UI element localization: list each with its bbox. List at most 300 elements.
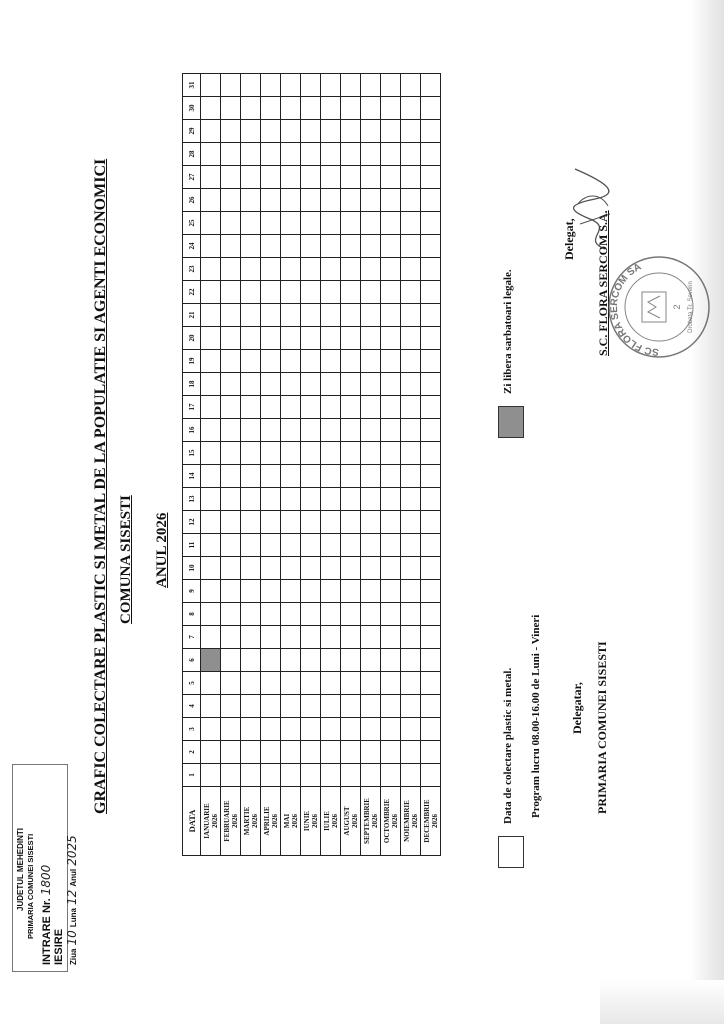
calendar-day-cell — [381, 189, 401, 212]
calendar-day-cell — [281, 695, 301, 718]
calendar-day-cell — [341, 672, 361, 695]
calendar-day-cell — [301, 350, 321, 373]
calendar-month-label — [381, 787, 401, 856]
calendar-day-cell — [301, 695, 321, 718]
calendar-month-label — [361, 787, 381, 856]
calendar-day-cell — [241, 235, 261, 258]
registration-year-value: 2025 — [65, 835, 79, 866]
calendar-day-cell — [301, 764, 321, 787]
calendar-day-cell — [301, 258, 321, 281]
calendar-day-cell — [301, 649, 321, 672]
calendar-day-cell — [241, 764, 261, 787]
calendar-day-cell — [401, 718, 421, 741]
registration-month-label: Luna — [69, 908, 78, 928]
calendar-day-cell — [361, 741, 381, 764]
calendar-day-cell — [241, 465, 261, 488]
calendar-day-cell — [421, 212, 441, 235]
month-name: MAI — [282, 813, 291, 829]
month-name: OCTOMBRIE — [382, 798, 391, 844]
calendar-day-cell — [241, 212, 261, 235]
calendar-day-cell — [401, 327, 421, 350]
calendar-day-cell — [341, 488, 361, 511]
calendar-day-cell — [261, 718, 281, 741]
calendar-day-cell — [381, 327, 401, 350]
calendar-day-cell — [381, 718, 401, 741]
calendar-day-cell — [221, 419, 241, 442]
calendar-day-cell — [261, 764, 281, 787]
calendar-day-cell — [381, 695, 401, 718]
calendar-day-cell — [241, 281, 261, 304]
registration-stamp — [12, 764, 79, 972]
registration-year-label: Anul — [69, 868, 78, 887]
month-name: DECEMBRIE — [422, 799, 431, 843]
delegat-organization: S.C. FLORA SERCOM S.A. — [596, 210, 610, 356]
calendar-day-cell — [401, 189, 421, 212]
calendar-month-row — [321, 74, 341, 856]
calendar-day-cell — [361, 649, 381, 672]
calendar-day-header: 28 — [183, 143, 201, 166]
calendar-day-cell — [281, 718, 301, 741]
calendar-day-cell — [341, 327, 361, 350]
month-year: 2026 — [390, 814, 399, 828]
month-year: 2026 — [330, 814, 339, 828]
calendar-month-row — [281, 74, 301, 856]
calendar-day-cell — [261, 419, 281, 442]
calendar-day-cell — [401, 120, 421, 143]
calendar-day-cell — [221, 373, 241, 396]
registration-institution: PRIMARIA COMUNEI SISESTI — [26, 833, 35, 939]
calendar-day-cell — [201, 626, 221, 649]
calendar-day-header: 20 — [183, 327, 201, 350]
calendar-day-header: 5 — [183, 672, 201, 695]
calendar-day-cell — [341, 258, 361, 281]
calendar-day-cell — [401, 557, 421, 580]
calendar-day-cell — [321, 120, 341, 143]
calendar-day-cell — [261, 580, 281, 603]
calendar-day-cell — [361, 465, 381, 488]
calendar-day-cell — [341, 143, 361, 166]
delegat-role: Delegat, — [562, 218, 576, 260]
calendar-day-cell — [261, 465, 281, 488]
calendar-day-cell — [221, 166, 241, 189]
stamp-company-text: SC FLORA SERCOM SA — [608, 261, 660, 358]
calendar-day-cell — [341, 603, 361, 626]
legend-collection-swatch — [498, 836, 524, 868]
calendar-day-cell — [381, 603, 401, 626]
calendar-day-cell — [201, 695, 221, 718]
registration-entry-label: INTRARE — [41, 916, 53, 965]
calendar-day-header: 17 — [183, 396, 201, 419]
calendar-day-cell — [321, 143, 341, 166]
calendar-day-cell — [381, 511, 401, 534]
calendar-day-cell — [401, 442, 421, 465]
calendar-day-cell — [281, 580, 301, 603]
calendar-day-cell — [381, 672, 401, 695]
calendar-day-cell — [201, 258, 221, 281]
calendar-day-cell — [341, 396, 361, 419]
calendar-month-label — [201, 787, 221, 856]
calendar-day-header: 24 — [183, 235, 201, 258]
calendar-day-cell — [421, 235, 441, 258]
calendar-day-cell — [381, 396, 401, 419]
calendar-day-cell — [281, 327, 301, 350]
calendar-day-cell — [421, 626, 441, 649]
calendar-day-cell — [261, 258, 281, 281]
calendar-day-cell — [381, 626, 401, 649]
calendar-day-cell — [381, 442, 401, 465]
calendar-day-cell — [281, 442, 301, 465]
calendar-holiday-cell — [201, 649, 221, 672]
calendar-day-cell — [301, 488, 321, 511]
calendar-day-header: 18 — [183, 373, 201, 396]
calendar-day-cell — [281, 741, 301, 764]
calendar-day-cell — [341, 97, 361, 120]
calendar-day-cell — [361, 695, 381, 718]
calendar-day-cell — [301, 557, 321, 580]
calendar-day-cell — [261, 534, 281, 557]
calendar-day-cell — [321, 396, 341, 419]
calendar-day-cell — [201, 741, 221, 764]
calendar-day-cell — [241, 626, 261, 649]
calendar-day-cell — [341, 557, 361, 580]
calendar-day-header: 1 — [183, 764, 201, 787]
calendar-day-cell — [241, 97, 261, 120]
calendar-day-cell — [221, 649, 241, 672]
calendar-day-cell — [301, 143, 321, 166]
calendar-day-header: 2 — [183, 741, 201, 764]
calendar-day-cell — [341, 189, 361, 212]
calendar-day-cell — [301, 580, 321, 603]
calendar-day-cell — [301, 235, 321, 258]
calendar-day-cell — [361, 442, 381, 465]
calendar-day-cell — [261, 672, 281, 695]
registration-number-value: 1800 — [39, 864, 53, 896]
calendar-day-cell — [301, 534, 321, 557]
calendar-day-cell — [201, 304, 221, 327]
calendar-day-cell — [201, 74, 221, 97]
calendar-day-cell — [221, 626, 241, 649]
registration-day-label: Ziua — [69, 948, 78, 965]
calendar-day-cell — [261, 304, 281, 327]
calendar-day-cell — [261, 166, 281, 189]
calendar-day-cell — [361, 327, 381, 350]
calendar-day-cell — [281, 557, 301, 580]
calendar-day-cell — [321, 258, 341, 281]
calendar-day-cell — [421, 649, 441, 672]
calendar-day-header: 30 — [183, 97, 201, 120]
calendar-day-cell — [421, 695, 441, 718]
calendar-day-cell — [321, 442, 341, 465]
document-title: GRAFIC COLECTARE PLASTIC SI METAL DE LA POPULATIE SI AGENTI ECONOMICI — [92, 158, 109, 814]
month-name: APRILIE — [262, 806, 271, 836]
month-name: IANUARIE — [202, 803, 211, 839]
calendar-day-cell — [301, 718, 321, 741]
calendar-month-row — [261, 74, 281, 856]
calendar-day-cell — [381, 166, 401, 189]
calendar-day-cell — [221, 465, 241, 488]
calendar-day-cell — [401, 488, 421, 511]
calendar-day-cell — [261, 235, 281, 258]
calendar-day-cell — [201, 350, 221, 373]
calendar-day-cell — [221, 212, 241, 235]
calendar-day-cell — [221, 396, 241, 419]
calendar-day-cell — [241, 419, 261, 442]
calendar-month-row — [201, 74, 221, 856]
calendar-day-cell — [221, 442, 241, 465]
delegat-signature — [560, 164, 620, 254]
calendar-day-cell — [301, 511, 321, 534]
month-name: FEBRUARIE — [222, 800, 231, 842]
calendar-day-cell — [241, 672, 261, 695]
calendar-day-cell — [401, 350, 421, 373]
registration-number-label: Nr. — [41, 898, 53, 914]
calendar-day-cell — [341, 212, 361, 235]
calendar-day-cell — [321, 488, 341, 511]
calendar-day-cell — [241, 258, 261, 281]
calendar-month-row — [361, 74, 381, 856]
calendar-day-cell — [401, 764, 421, 787]
calendar-day-cell — [361, 304, 381, 327]
calendar-month-label — [241, 787, 261, 856]
calendar-day-cell — [221, 603, 241, 626]
calendar-day-cell — [241, 120, 261, 143]
calendar-day-cell — [401, 304, 421, 327]
calendar-day-cell — [301, 327, 321, 350]
calendar-day-cell — [401, 626, 421, 649]
calendar-day-cell — [321, 649, 341, 672]
calendar-day-header: 4 — [183, 695, 201, 718]
month-year: 2026 — [310, 814, 319, 828]
calendar-day-cell — [381, 764, 401, 787]
calendar-day-cell — [201, 419, 221, 442]
calendar-day-cell — [321, 189, 341, 212]
calendar-day-cell — [221, 580, 241, 603]
calendar-day-cell — [421, 488, 441, 511]
calendar-day-cell — [281, 235, 301, 258]
calendar-month-row — [341, 74, 361, 856]
calendar-day-cell — [381, 281, 401, 304]
calendar-month-label — [221, 787, 241, 856]
calendar-day-cell — [321, 511, 341, 534]
month-year: 2026 — [210, 814, 219, 828]
calendar-day-cell — [281, 281, 301, 304]
stamp-emblem — [642, 292, 666, 322]
calendar-day-cell — [201, 120, 221, 143]
calendar-month-row — [381, 74, 401, 856]
calendar-day-cell — [421, 258, 441, 281]
calendar-month-row — [421, 74, 441, 856]
legend-holiday-swatch — [498, 406, 524, 438]
calendar-day-cell — [381, 304, 401, 327]
calendar-day-cell — [361, 212, 381, 235]
calendar-day-cell — [221, 189, 241, 212]
calendar-day-cell — [361, 419, 381, 442]
calendar-day-cell — [221, 557, 241, 580]
calendar-day-cell — [421, 603, 441, 626]
calendar-day-cell — [241, 557, 261, 580]
stamp-inner-ring — [625, 273, 693, 341]
calendar-day-cell — [341, 534, 361, 557]
calendar-day-cell — [261, 603, 281, 626]
calendar-day-cell — [261, 649, 281, 672]
calendar-day-cell — [321, 465, 341, 488]
year-heading: ANUL 2026 — [154, 512, 170, 588]
calendar-day-cell — [401, 373, 421, 396]
calendar-day-cell — [301, 442, 321, 465]
calendar-day-header: 16 — [183, 419, 201, 442]
calendar-day-cell — [221, 120, 241, 143]
delegatar-role: Delegatar, — [570, 682, 584, 734]
calendar-day-cell — [301, 304, 321, 327]
calendar-day-cell — [421, 373, 441, 396]
calendar-day-cell — [221, 235, 241, 258]
calendar-day-cell — [281, 97, 301, 120]
month-year: 2026 — [350, 814, 359, 828]
calendar-day-cell — [321, 235, 341, 258]
calendar-day-cell — [201, 143, 221, 166]
calendar-day-cell — [241, 74, 261, 97]
calendar-day-cell — [281, 120, 301, 143]
calendar-day-cell — [281, 603, 301, 626]
calendar-month-row — [241, 74, 261, 856]
calendar-day-cell — [241, 488, 261, 511]
calendar-day-cell — [401, 465, 421, 488]
calendar-day-cell — [381, 557, 401, 580]
calendar-day-cell — [201, 534, 221, 557]
calendar-day-cell — [321, 327, 341, 350]
calendar-day-cell — [361, 764, 381, 787]
calendar-day-cell — [261, 396, 281, 419]
calendar-day-header: 9 — [183, 580, 201, 603]
calendar-day-header: 29 — [183, 120, 201, 143]
calendar-day-cell — [401, 649, 421, 672]
calendar-day-cell — [201, 327, 221, 350]
calendar-day-header: 8 — [183, 603, 201, 626]
calendar-day-cell — [261, 281, 281, 304]
delegatar-organization: PRIMARIA COMUNEI SISESTI — [595, 641, 609, 814]
month-year: 2026 — [270, 814, 279, 828]
calendar-day-cell — [301, 212, 321, 235]
calendar-day-cell — [241, 143, 261, 166]
registration-month-value: 12 — [65, 889, 79, 905]
calendar-day-cell — [361, 672, 381, 695]
calendar-day-cell — [421, 580, 441, 603]
calendar-day-cell — [421, 511, 441, 534]
month-name: SEPTEMBRIE — [362, 798, 371, 844]
calendar-day-cell — [361, 534, 381, 557]
calendar-day-cell — [221, 281, 241, 304]
company-stamp — [604, 252, 714, 362]
calendar-day-cell — [381, 419, 401, 442]
calendar-day-cell — [281, 212, 301, 235]
calendar-day-cell — [281, 764, 301, 787]
calendar-day-cell — [421, 189, 441, 212]
month-year: 2026 — [430, 814, 439, 828]
calendar-day-cell — [261, 511, 281, 534]
calendar-day-cell — [241, 166, 261, 189]
calendar-day-cell — [341, 350, 361, 373]
month-name: MARTIE — [242, 806, 251, 836]
calendar-month-row — [301, 74, 321, 856]
registration-exit-line — [53, 835, 79, 965]
calendar-day-cell — [401, 511, 421, 534]
calendar-day-cell — [421, 120, 441, 143]
calendar-day-cell — [281, 649, 301, 672]
calendar-day-cell — [381, 373, 401, 396]
calendar-day-cell — [261, 442, 281, 465]
calendar-day-cell — [401, 281, 421, 304]
calendar-day-cell — [241, 649, 261, 672]
calendar-day-cell — [401, 672, 421, 695]
calendar-day-cell — [301, 120, 321, 143]
calendar-day-header: 7 — [183, 626, 201, 649]
calendar-day-cell — [421, 327, 441, 350]
calendar-day-cell — [201, 511, 221, 534]
calendar-day-cell — [341, 741, 361, 764]
calendar-day-cell — [301, 189, 321, 212]
calendar-day-cell — [201, 672, 221, 695]
calendar-day-cell — [341, 304, 361, 327]
month-year: 2026 — [230, 814, 239, 828]
calendar-day-header: 22 — [183, 281, 201, 304]
calendar-day-cell — [361, 143, 381, 166]
calendar-day-cell — [321, 74, 341, 97]
calendar-day-cell — [321, 419, 341, 442]
calendar-day-cell — [421, 557, 441, 580]
calendar-day-cell — [361, 235, 381, 258]
calendar-day-cell — [361, 580, 381, 603]
calendar-day-cell — [401, 695, 421, 718]
calendar-day-cell — [321, 764, 341, 787]
calendar-day-cell — [221, 327, 241, 350]
calendar-day-cell — [301, 741, 321, 764]
calendar-day-cell — [201, 166, 221, 189]
calendar-day-cell — [221, 143, 241, 166]
calendar-day-cell — [301, 419, 321, 442]
calendar-day-cell — [421, 97, 441, 120]
calendar-day-header: 14 — [183, 465, 201, 488]
calendar-day-cell — [261, 626, 281, 649]
calendar-day-cell — [221, 534, 241, 557]
legend-holiday-label: Zi libera sarbatoari legale. — [502, 269, 514, 394]
calendar-day-cell — [201, 603, 221, 626]
calendar-day-cell — [421, 74, 441, 97]
calendar-day-cell — [321, 557, 341, 580]
calendar-day-cell — [341, 74, 361, 97]
calendar-day-cell — [341, 235, 361, 258]
month-year: 2026 — [410, 814, 419, 828]
stamp-emblem-figure — [648, 296, 660, 318]
calendar-day-cell — [421, 166, 441, 189]
calendar-day-cell — [361, 74, 381, 97]
calendar-day-header: 6 — [183, 649, 201, 672]
calendar-day-cell — [401, 166, 421, 189]
calendar-day-cell — [221, 350, 241, 373]
calendar-day-cell — [361, 373, 381, 396]
calendar-day-cell — [321, 626, 341, 649]
calendar-header-data: DATA — [183, 787, 201, 856]
calendar-day-cell — [281, 465, 301, 488]
calendar-day-cell — [241, 603, 261, 626]
calendar-day-cell — [421, 764, 441, 787]
calendar-day-cell — [421, 442, 441, 465]
month-name: IUNIE — [302, 810, 311, 832]
calendar-day-cell — [401, 580, 421, 603]
calendar-day-cell — [241, 580, 261, 603]
month-year: 2026 — [290, 814, 299, 828]
calendar-month-label — [421, 787, 441, 856]
calendar-day-header: 27 — [183, 166, 201, 189]
